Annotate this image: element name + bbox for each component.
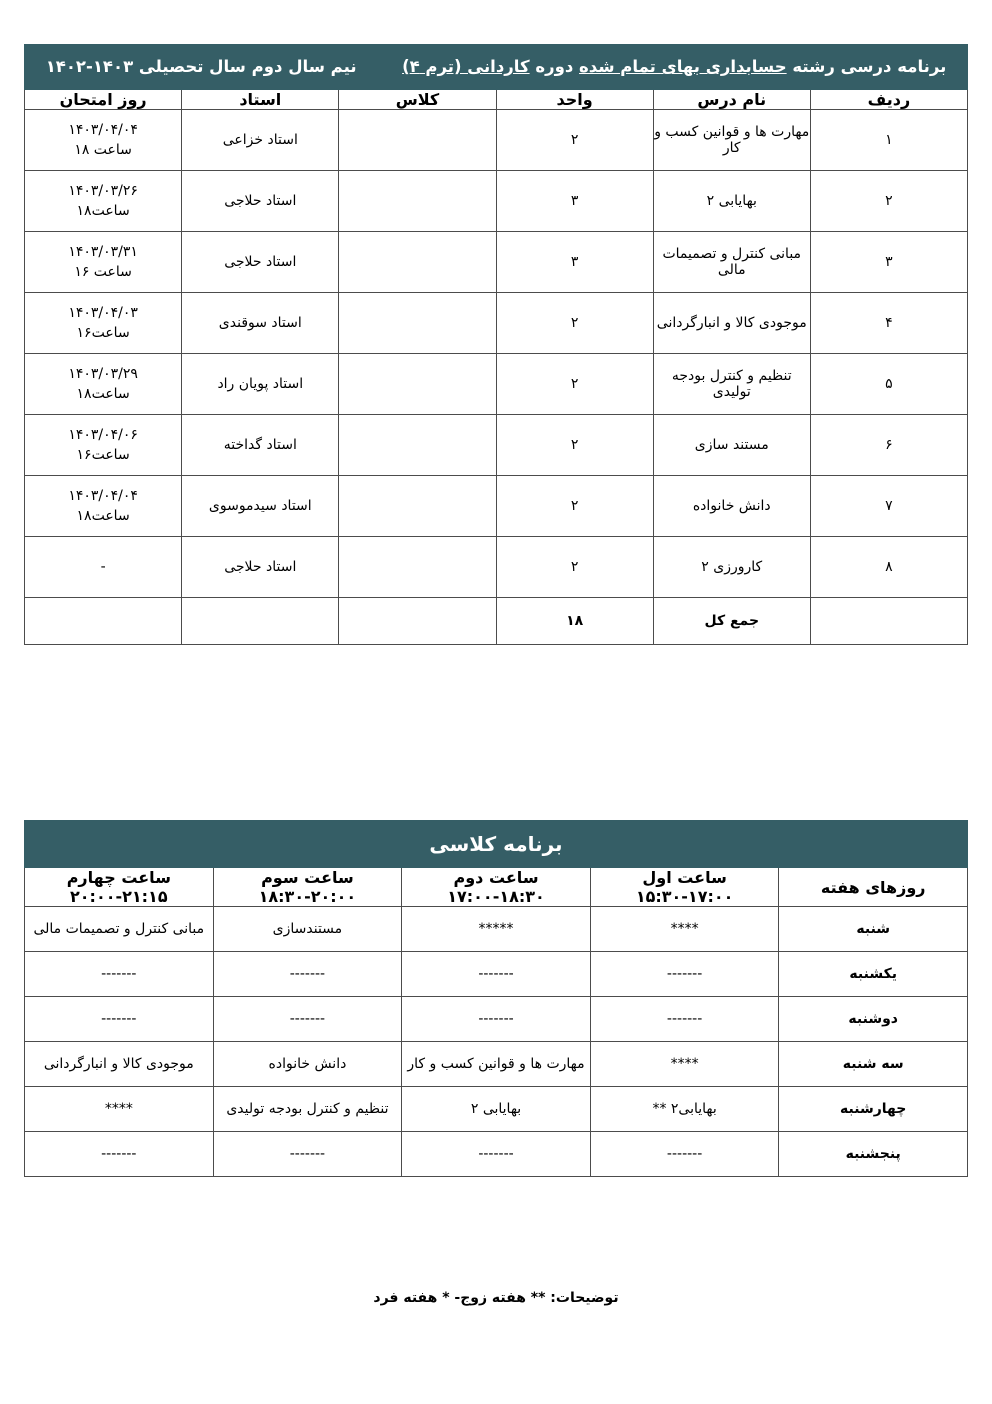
course-teacher: استاد خزاعی [182, 110, 339, 171]
slot-cell: تنظیم و کنترل بودجه تولیدی [213, 1087, 402, 1132]
slot-cell: ------- [590, 1132, 779, 1177]
course-exam [25, 171, 182, 232]
document-title [25, 45, 968, 90]
table-row [25, 537, 968, 598]
weekly-header-row [25, 868, 968, 907]
table-row [25, 171, 968, 232]
col-header-days: روزهای هفته [779, 868, 968, 907]
title-field: حسابداری بهای تمام شده [579, 57, 787, 76]
table-row [25, 415, 968, 476]
exam-time: ساعت ۱۶ [74, 264, 132, 280]
slot-cell: ***** [402, 907, 591, 952]
course-exam [25, 293, 182, 354]
slot-cell: ------- [213, 1132, 402, 1177]
row-index: ۶ [810, 415, 967, 476]
course-name: کارورزی ۲ [653, 537, 810, 598]
exam-date: - [100, 558, 106, 575]
course-unit: ۲ [496, 354, 653, 415]
col-header-unit: واحد [496, 90, 653, 110]
slot-cell: ------- [402, 1132, 591, 1177]
slot-cell: ------- [25, 1132, 214, 1177]
exam-date: ۱۴۰۳/۰۴/۰۶ [68, 426, 138, 443]
course-exam [25, 354, 182, 415]
col-header-course-name: نام درس [653, 90, 810, 110]
course-teacher: استاد پویان راد [182, 354, 339, 415]
col-header-radif: ردیف [810, 90, 967, 110]
total-spacer-radif [810, 598, 967, 645]
table-row [25, 232, 968, 293]
slot-cell: مبانی کنترل و تصمیمات مالی [25, 907, 214, 952]
table-row [25, 110, 968, 171]
total-row [25, 598, 968, 645]
slot-cell: ------- [402, 997, 591, 1042]
weekly-schedule-section [24, 820, 968, 1177]
slot-cell: **** [25, 1087, 214, 1132]
course-class [339, 537, 496, 598]
course-name: مستند سازی [653, 415, 810, 476]
day-label: دوشنبه [779, 997, 968, 1042]
exam-time: ساعت۱۸ [76, 508, 130, 524]
slot-cell: بهایابی۲ ** [590, 1087, 779, 1132]
course-name: دانش خانواده [653, 476, 810, 537]
row-index: ۳ [810, 232, 967, 293]
slot-cell: موجودی کالا و انبارگردانی [25, 1042, 214, 1087]
course-exam [25, 476, 182, 537]
course-exam [25, 537, 182, 598]
total-units: ۱۸ [496, 598, 653, 645]
course-exam [25, 415, 182, 476]
slot-cell: ------- [590, 997, 779, 1042]
day-label: پنجشنبه [779, 1132, 968, 1177]
course-teacher: استاد سوقندی [182, 293, 339, 354]
course-unit: ۲ [496, 415, 653, 476]
weekly-title: برنامه کلاسی [25, 821, 968, 868]
weekly-row [25, 907, 968, 952]
course-class [339, 293, 496, 354]
course-class [339, 232, 496, 293]
col-header-slot-3: ساعت سوم ۲۰:۰۰-۱۸:۳۰ [213, 868, 402, 907]
slot-cell: ------- [25, 997, 214, 1042]
course-unit: ۲ [496, 110, 653, 171]
exam-date: ۱۴۰۳/۰۴/۰۴ [68, 121, 138, 138]
title-degree: کاردانی (ترم ۴) [402, 57, 530, 76]
course-class [339, 354, 496, 415]
course-unit: ۲ [496, 476, 653, 537]
row-index: ۲ [810, 171, 967, 232]
exam-time: ساعت۱۸ [76, 203, 130, 219]
exam-date: ۱۴۰۳/۰۴/۰۳ [68, 304, 138, 321]
course-teacher: استاد حلاجی [182, 537, 339, 598]
col-header-slot-4: ساعت چهارم ۲۱:۱۵-۲۰:۰۰ [25, 868, 214, 907]
exam-date: ۱۴۰۳/۰۳/۲۶ [68, 182, 138, 199]
course-teacher: استاد حلاجی [182, 171, 339, 232]
slot-cell: ------- [213, 997, 402, 1042]
slot-cell: مستندسازی [213, 907, 402, 952]
title-prefix: برنامه درسی رشته [792, 57, 947, 76]
col-header-slot-2: ساعت دوم ۱۸:۳۰-۱۷:۰۰ [402, 868, 591, 907]
exam-time: ساعت ۱۸ [74, 142, 132, 158]
course-unit: ۲ [496, 293, 653, 354]
course-name: بهایابی ۲ [653, 171, 810, 232]
weekly-row [25, 1042, 968, 1087]
day-label: یکشنبه [779, 952, 968, 997]
exam-time: ساعت۱۶ [76, 447, 130, 463]
course-unit: ۳ [496, 171, 653, 232]
exam-date: ۱۴۰۳/۰۴/۰۴ [68, 487, 138, 504]
course-name: مهارت ها و قوانین کسب و کار [653, 110, 810, 171]
weekly-row [25, 1132, 968, 1177]
slot-cell: ------- [402, 952, 591, 997]
slot-cell: ------- [590, 952, 779, 997]
column-header-row [25, 90, 968, 110]
title-term: نیم سال دوم سال تحصیلی ۱۴۰۳-۱۴۰۲ [45, 57, 357, 76]
row-index: ۷ [810, 476, 967, 537]
slot-cell: **** [590, 907, 779, 952]
course-exam [25, 110, 182, 171]
total-spacer-class [339, 598, 496, 645]
course-class [339, 415, 496, 476]
course-name: موجودی کالا و انبارگردانی [653, 293, 810, 354]
col-header-exam-day: روز امتحان [25, 90, 182, 110]
slot-cell: دانش خانواده [213, 1042, 402, 1087]
slot-cell: ------- [213, 952, 402, 997]
slot-cell: بهایابی ۲ [402, 1087, 591, 1132]
day-label: چهارشنبه [779, 1087, 968, 1132]
course-name: مبانی کنترل و تصمیمات مالی [653, 232, 810, 293]
course-teacher: استاد حلاجی [182, 232, 339, 293]
course-program-table [24, 44, 968, 645]
course-program-section [24, 44, 968, 645]
weekly-title-row [25, 821, 968, 868]
weekly-row [25, 952, 968, 997]
day-label: سه شنبه [779, 1042, 968, 1087]
exam-date: ۱۴۰۳/۰۳/۳۱ [68, 243, 138, 260]
weekly-row [25, 1087, 968, 1132]
total-spacer-exam [25, 598, 182, 645]
row-index: ۸ [810, 537, 967, 598]
title-row [25, 45, 968, 90]
course-unit: ۳ [496, 232, 653, 293]
weekly-row [25, 997, 968, 1042]
course-unit: ۲ [496, 537, 653, 598]
title-mid: دوره [535, 57, 574, 76]
total-spacer-teacher [182, 598, 339, 645]
row-index: ۴ [810, 293, 967, 354]
row-index: ۵ [810, 354, 967, 415]
course-class [339, 110, 496, 171]
exam-date: ۱۴۰۳/۰۳/۲۹ [68, 365, 138, 382]
table-row [25, 293, 968, 354]
exam-time: ساعت۱۶ [76, 325, 130, 341]
slot-cell: **** [590, 1042, 779, 1087]
course-class [339, 171, 496, 232]
course-class [339, 476, 496, 537]
course-exam [25, 232, 182, 293]
footnote: توضیحات: ** هفته زوج- * هفته فرد [373, 1290, 619, 1306]
table-row [25, 476, 968, 537]
weekly-schedule-table [24, 820, 968, 1177]
course-name: تنظیم و کنترل بودجه تولیدی [653, 354, 810, 415]
exam-time: ساعت۱۸ [76, 386, 130, 402]
course-teacher: استاد سیدموسوی [182, 476, 339, 537]
col-header-slot-1: ساعت اول ۱۷:۰۰-۱۵:۳۰ [590, 868, 779, 907]
slot-cell: ------- [25, 952, 214, 997]
table-row [25, 354, 968, 415]
course-teacher: استاد گداخته [182, 415, 339, 476]
day-label: شنبه [779, 907, 968, 952]
total-label: جمع کل [653, 598, 810, 645]
col-header-class: کلاس [339, 90, 496, 110]
col-header-teacher: استاد [182, 90, 339, 110]
row-index: ۱ [810, 110, 967, 171]
slot-cell: مهارت ها و قوانین کسب و کار [402, 1042, 591, 1087]
